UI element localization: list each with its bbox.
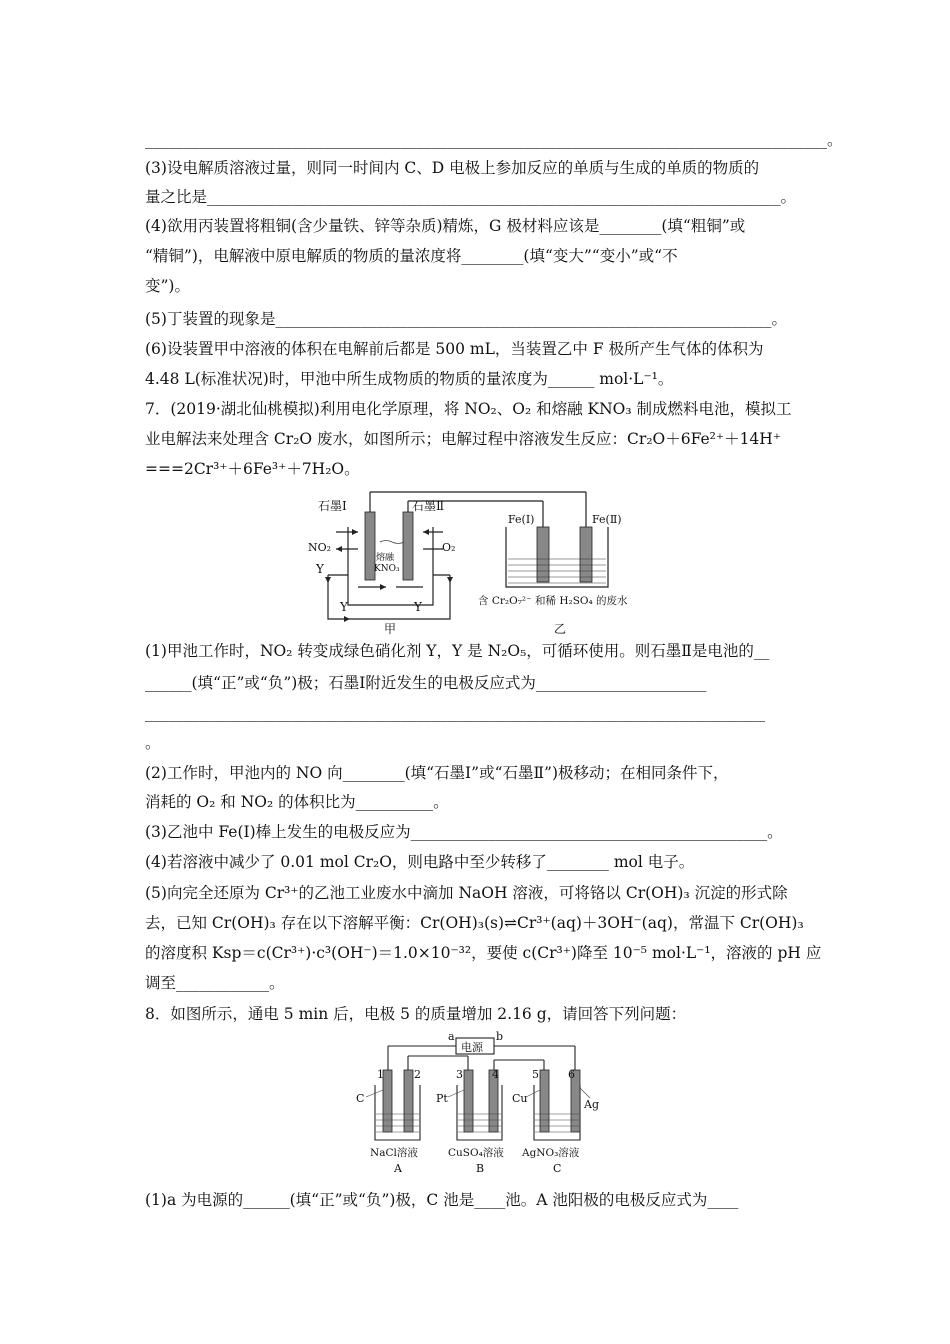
label-y-bottom-right: Y	[414, 600, 422, 614]
line-23: 的溶度积 Ksp＝c(Cr³⁺)·c³(OH⁻)＝1.0×10⁻³²，要使 c(Cr³⁺)降至 10⁻⁵ mol·L⁻¹，溶液的 pH 应	[145, 944, 822, 962]
label-fe2: Fe(Ⅱ)	[592, 513, 622, 526]
line-04: (4)欲用丙装置将粗铜(含少量铁、锌等杂质)精炼，G 极材料应该是________(填“粗铜”或	[145, 217, 746, 235]
line-07: (5)丁装置的现象是________________________________________________________________。	[145, 310, 787, 328]
label-cell-b: B	[476, 1162, 485, 1175]
label-solution-c: AgNO₃溶液	[522, 1147, 580, 1159]
label-electrode-3: 3	[456, 1068, 463, 1081]
line-18: 消耗的 O₂ 和 NO₂ 的体积比为__________。	[145, 793, 449, 811]
line-26: (1)a 为电源的______(填“正”或“负”)极，C 池是____池。A 池阳极的电极反应式为____	[145, 1191, 739, 1209]
label-electrode-2: 2	[414, 1068, 421, 1081]
line-20: (4)若溶液中减少了 0.01 mol Cr₂O，则电路中至少转移了________ mol 电子。	[145, 853, 695, 871]
line-10: 7．(2019·湖北仙桃模拟)利用电化学原理，将 NO₂、O₂ 和熔融 KNO₃ 制成燃料电池，模拟工	[145, 400, 792, 418]
label-solution-a: NaCl溶液	[370, 1147, 418, 1159]
line-14: ______(填“正”或“负”)极；石墨Ⅰ附近发生的电极反应式为______________________	[145, 674, 707, 692]
label-o2: O₂	[442, 541, 456, 554]
line-11: 业电解法来处理含 Cr₂O 废水，如图所示；电解过程中溶液发生反应：Cr₂O＋6Fe²⁺＋14H⁺	[145, 430, 781, 448]
label-solution: 含 Cr₂O₇²⁻ 和稀 H₂SO₄ 的废水	[478, 595, 628, 607]
line-16: 。	[145, 734, 161, 752]
figure-fuel-cell-electrolysis	[308, 487, 644, 635]
label-jia: 甲	[384, 622, 397, 635]
label-melt: 熔融	[376, 553, 395, 563]
line-19: (3)乙池中 Fe(Ⅰ)棒上发生的电极反应为______________________________________________。	[145, 823, 783, 841]
label-b: b	[496, 1030, 504, 1043]
label-electrode-1: 1	[377, 1068, 384, 1081]
label-kno3: KNO₃	[374, 564, 400, 574]
label-graphite-2: 石墨Ⅱ	[412, 499, 445, 513]
line-08: (6)设装置甲中溶液的体积在电解前后都是 500 mL，当装置乙中 F 极所产生气体的体积为	[145, 340, 764, 358]
line-12: ===2Cr³⁺＋6Fe³⁺＋7H₂O。	[145, 460, 360, 478]
line-22: 去，已知 Cr(OH)₃ 存在以下溶解平衡：Cr(OH)₃(s)⇌Cr³⁺(aq)＋3OH⁻(aq)，常温下 Cr(OH)₃	[145, 914, 804, 932]
line-03: 量之比是__________________________________________________________________________。	[145, 188, 797, 206]
label-electrode-6: 6	[568, 1068, 575, 1081]
label-y-left: Y	[316, 562, 324, 576]
label-y-bottom-left: Y	[340, 600, 348, 614]
line-05: “精铜”)，电解液中原电解质的物质的量浓度将________(填“变大”“变小”或“不	[145, 247, 678, 265]
label-ag-electrode: Ag	[584, 1098, 599, 1111]
line-17: (2)工作时，甲池内的 NO 向________(填“石墨Ⅰ”或“石墨Ⅱ”)极移动；在相同条件下，	[145, 764, 729, 782]
label-cell-a: A	[394, 1162, 402, 1175]
line-13: (1)甲池工作时，NO₂ 转变成绿色硝化剂 Y，Y 是 N₂O₅，可循环使用。则石墨Ⅱ是电池的__	[145, 642, 770, 660]
line-21: (5)向完全还原为 Cr³⁺的乙池工业废水中滴加 NaOH 溶液，可将铬以 Cr(OH)₃ 沉淀的形式除	[145, 884, 788, 902]
label-no2: NO₂	[308, 541, 332, 554]
label-electrode-5: 5	[532, 1068, 539, 1081]
label-solution-b: CuSO₄溶液	[448, 1147, 504, 1159]
line-24: 调至____________。	[145, 974, 285, 992]
line-25: 8．如图所示，通电 5 min 后，电极 5 的质量增加 2.16 g，请回答下列问题：	[145, 1005, 687, 1023]
label-cu-electrode: Cu	[512, 1092, 528, 1105]
label-electrode-4: 4	[492, 1068, 499, 1081]
label-c-electrode: C	[356, 1092, 365, 1105]
line-09: 4.48 L(标准状况)时，甲池中所生成物质的物质的量浓度为______ mol·L⁻¹。	[145, 370, 674, 388]
line-06: 变”)。	[145, 277, 190, 295]
label-cell-c: C	[553, 1162, 562, 1175]
line-15: ________________________________________________________________________________	[145, 704, 765, 722]
line-02: (3)设电解质溶液过量，则同一时间内 C、D 电极上参加反应的单质与生成的单质的物质的	[145, 159, 760, 177]
label-a: a	[448, 1030, 455, 1043]
label-power-source: 电源	[461, 1041, 483, 1054]
label-pt-electrode: Pt	[436, 1092, 448, 1105]
line-01: ________________________________________________________________________________________。	[145, 131, 843, 149]
label-yi: 乙	[554, 622, 567, 635]
figure-three-electrolytic-cells	[350, 1030, 600, 1180]
label-fe1: Fe(Ⅰ)	[508, 513, 535, 526]
label-graphite-1: 石墨Ⅰ	[318, 499, 347, 513]
